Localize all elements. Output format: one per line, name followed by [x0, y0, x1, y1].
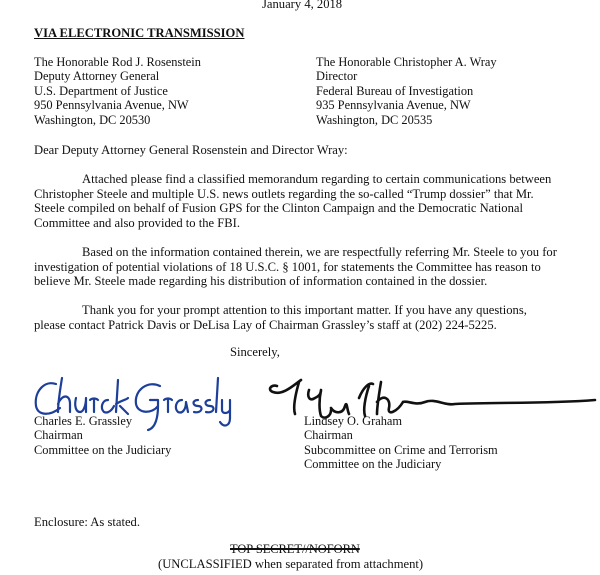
paragraph-line: believe Mr. Steele made regarding his distribution of information contained in the dossier. — [34, 274, 488, 289]
signatory-line: Chairman — [34, 428, 83, 443]
recipient-line: 950 Pennsylvania Avenue, NW — [34, 98, 189, 113]
unclassified-note: (UNCLASSIFIED when separated from attachment) — [158, 557, 424, 571]
paragraph-line: Steele compiled on behalf of Fusion GPS for the Clinton Campaign and the Democratic National — [34, 201, 523, 216]
paragraph-line: Thank you for your prompt attention to this important matter. If you have any questions, — [82, 303, 527, 317]
recipient-line: Director — [316, 69, 358, 84]
signatory-line: Subcommittee on Crime and Terrorism — [304, 442, 498, 457]
salutation: Dear Deputy Attorney General Rosenstein and Director Wray: — [34, 143, 348, 157]
paragraph-contact — [34, 303, 582, 332]
recipient-block-wray — [316, 55, 497, 127]
recipient-line: U.S. Department of Justice — [34, 83, 168, 98]
paragraph-line: Based on the information contained therein, we are respectfully referring Mr. Steele to you for — [82, 245, 557, 259]
recipient-line: Federal Bureau of Investigation — [316, 83, 474, 98]
paragraph-line: Committee and also provided to the FBI. — [34, 215, 241, 230]
recipient-block-rosenstein — [34, 55, 201, 127]
recipient-line: Deputy Attorney General — [34, 69, 160, 84]
paragraph-line: investigation of potential violations of 18 U.S.C. § 1001, for statements the Committee has reason to — [34, 259, 541, 274]
paragraph-line: please contact Patrick Davis or DeLisa Lay of Chairman Grassley’s staff at (202) 224-5225. — [34, 317, 497, 332]
paragraph-line: Attached please find a classified memorandum regarding to certain communications between — [82, 172, 552, 186]
recipient-line: The Honorable Rod J. Rosenstein — [34, 55, 201, 69]
closing: Sincerely, — [230, 345, 280, 359]
recipient-line: 935 Pennsylvania Avenue, NW — [316, 98, 471, 113]
paragraph-line: Christopher Steele and multiple U.S. news outlets regarding the so-called “Trump dossier” that Mr. — [34, 186, 534, 201]
signatory-line: Charles E. Grassley — [34, 414, 133, 428]
recipient-line: Washington, DC 20530 — [34, 112, 151, 127]
struck-classification-marking: TOP SECRET//NOFORN — [230, 542, 360, 556]
recipient-line: Washington, DC 20535 — [316, 112, 433, 127]
paragraph-memorandum — [34, 172, 582, 230]
signatory-line: Lindsey O. Graham — [304, 414, 403, 428]
recipient-line: The Honorable Christopher A. Wray — [316, 55, 497, 69]
transmission-header: VIA ELECTRONIC TRANSMISSION — [34, 26, 245, 40]
letter-date: January 4, 2018 — [262, 0, 343, 11]
signatory-line: Chairman — [304, 428, 353, 443]
paragraph-referral — [34, 245, 582, 289]
signatory-line: Committee on the Judiciary — [304, 457, 442, 472]
signatory-block-grassley — [34, 414, 171, 457]
signatory-block-graham — [304, 414, 498, 472]
signatory-line: Committee on the Judiciary — [34, 442, 172, 457]
enclosure-note: Enclosure: As stated. — [34, 515, 140, 529]
